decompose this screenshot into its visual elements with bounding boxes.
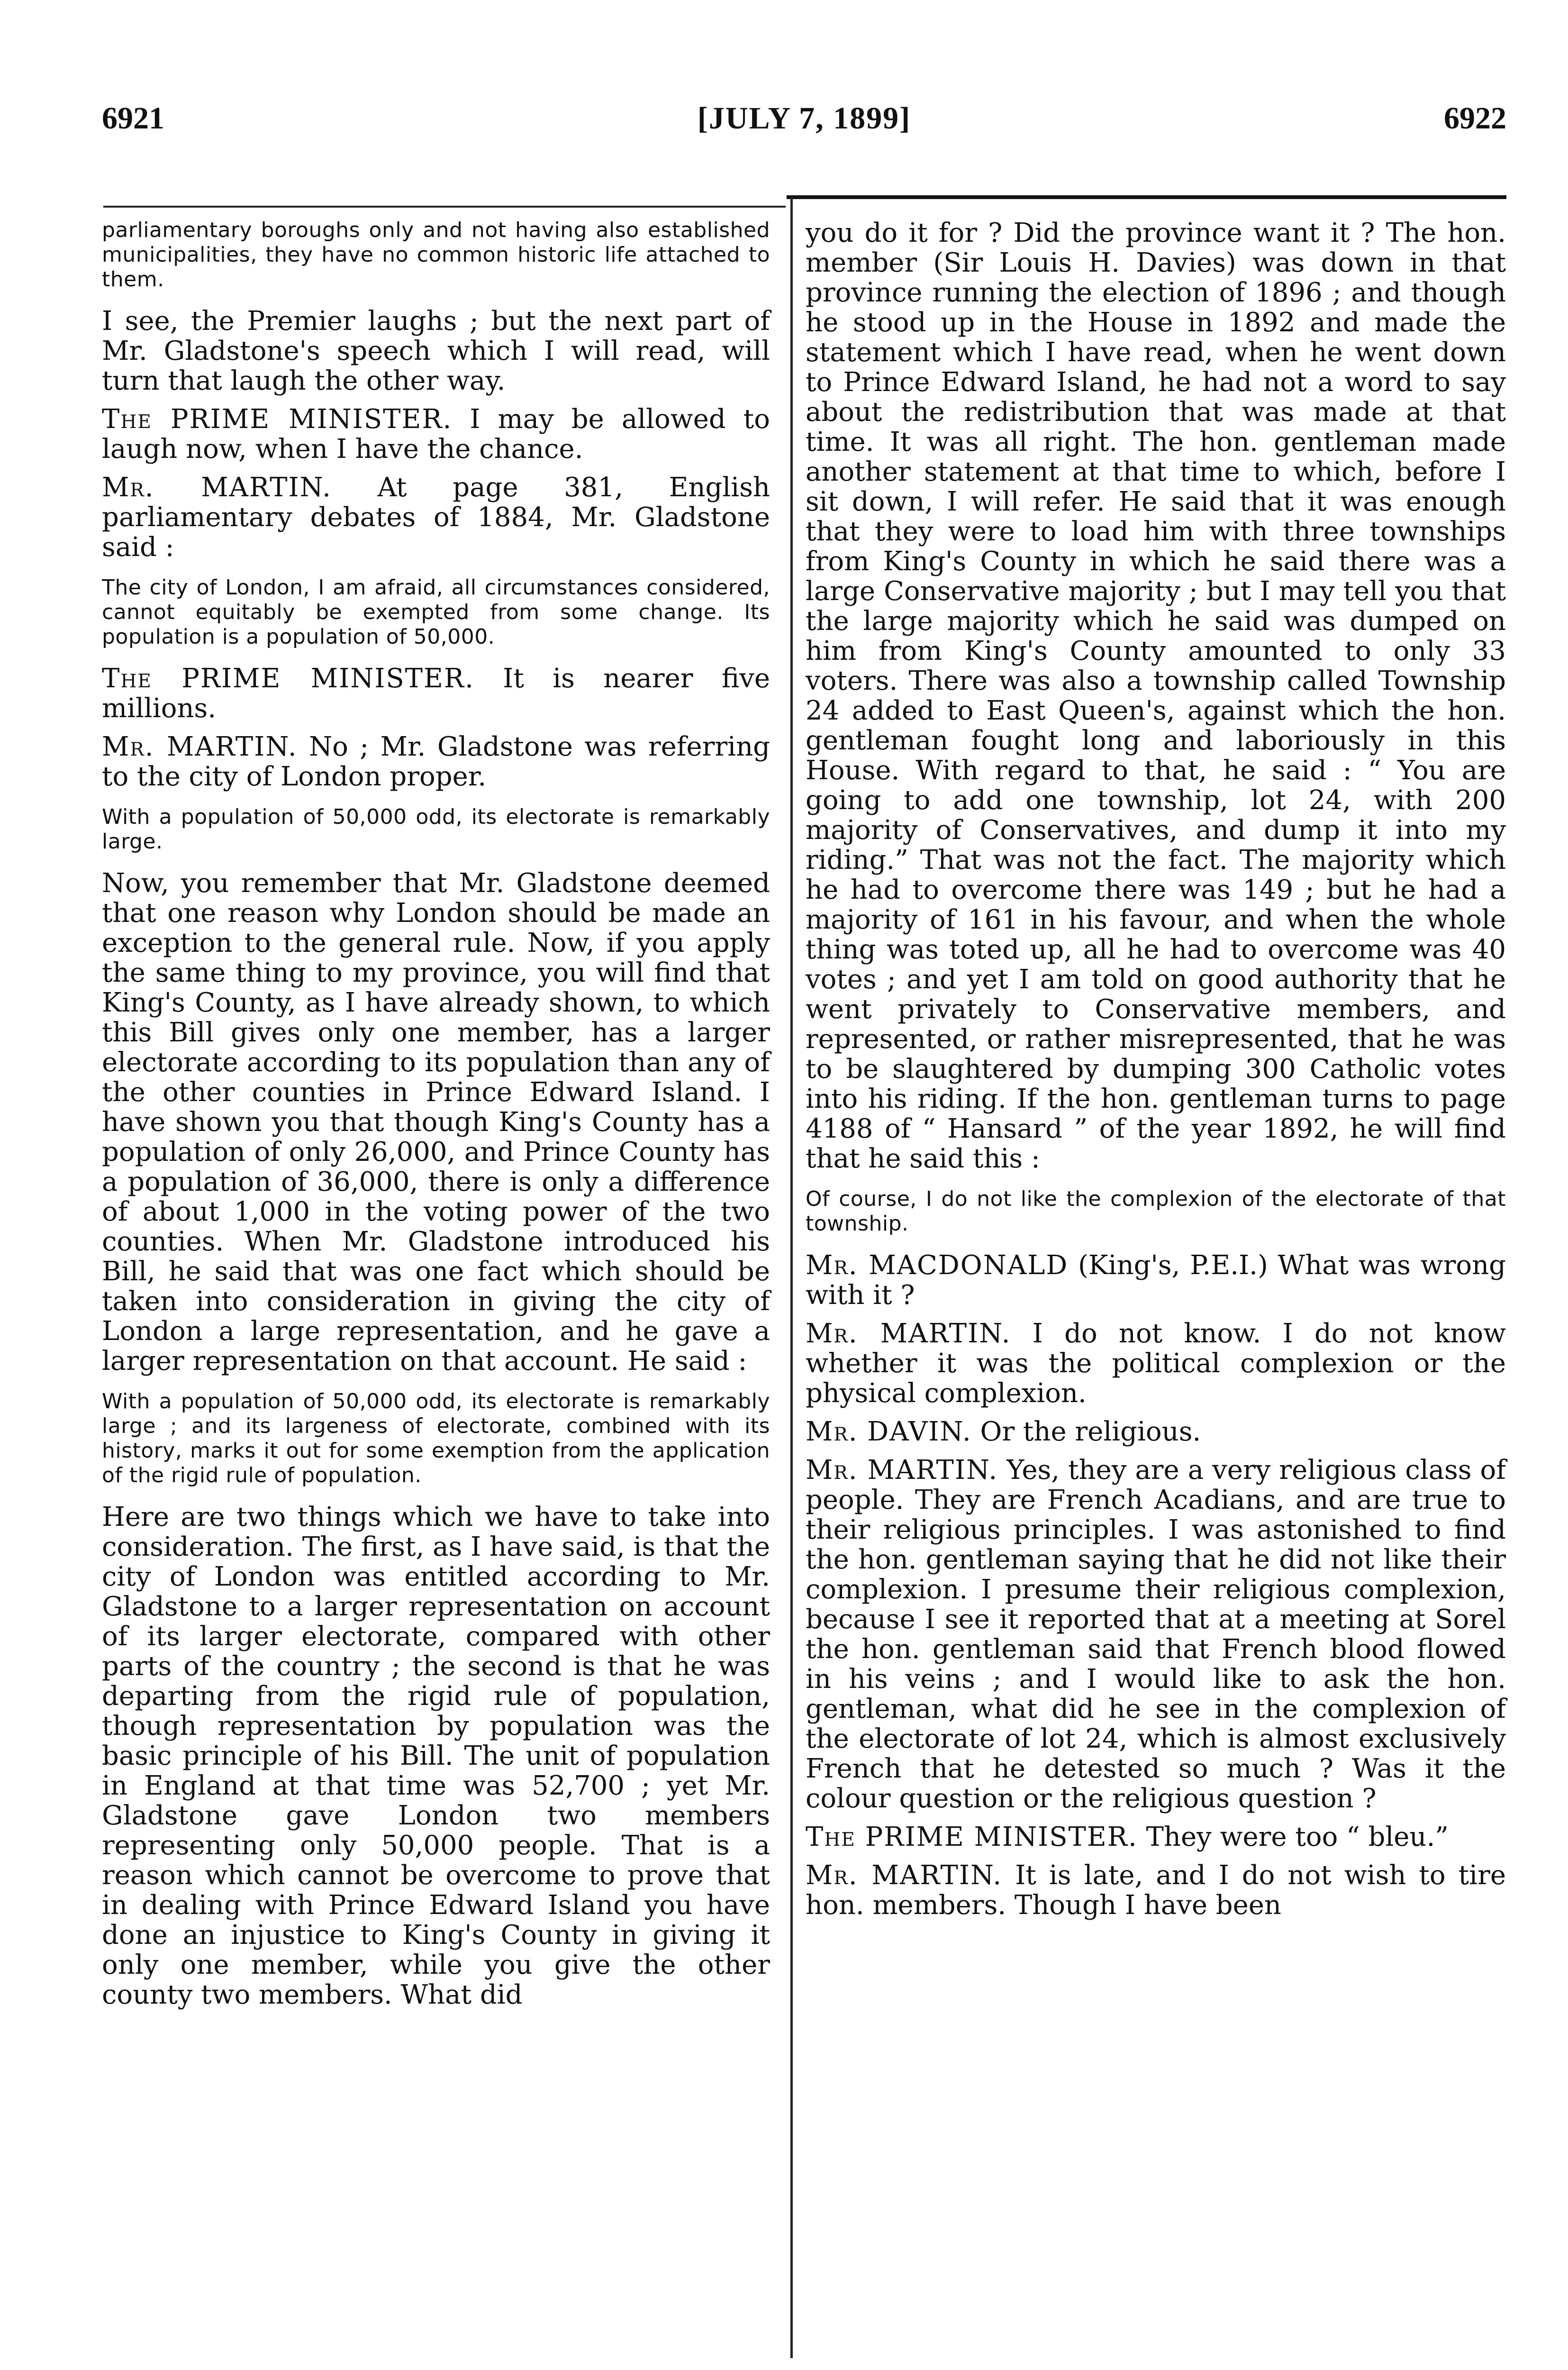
quotation: With a population of 50,000 odd, its electorate is remarkably large. bbox=[102, 805, 770, 854]
speech-text: (King's, P.E.I.) What was wrong with it ? bbox=[806, 1250, 1506, 1311]
speaker-name: Mr. MARTIN. bbox=[806, 1860, 1003, 1891]
header-rule-left bbox=[103, 206, 786, 208]
speech-text: Or the religious. bbox=[971, 1416, 1201, 1447]
paragraph: I see, the Premier laughs ; but the next part of Mr. Gladstone's speech which I will read, will turn that laugh the other way. bbox=[102, 306, 770, 396]
speech-text: It is nearer five millions. bbox=[102, 663, 770, 724]
header-date: [JULY 7, 1899] bbox=[697, 101, 911, 136]
speech bbox=[102, 404, 770, 464]
header-rule bbox=[787, 195, 1506, 199]
speech bbox=[806, 1319, 1506, 1408]
right-column bbox=[806, 218, 1506, 1929]
speaker-name: The PRIME MINISTER. bbox=[102, 404, 453, 435]
speaker-name: Mr. MARTIN. bbox=[806, 1318, 1011, 1349]
speech bbox=[806, 1250, 1506, 1310]
paragraph: Now, you remember that Mr. Gladstone deemed that one reason why London should be made an exception to the general rule. Now, if you apply the same thing to my province, you will find that King's County, as I have already shown, to which this Bill gives only one member, has a larger electorate according to its population than any of the other counties in Prince Edward Island. I have shown you that though King's County has a population of only 26,000, and Prince County has a population of 36,000, there is only a difference of about 1,000 in the voting power of the two counties. When Mr. Gladstone introduced his Bill, he said that was one fact which should be taken into consideration in giving the city of London a large representation, and he gave a larger representation on that account. He said : bbox=[102, 868, 770, 1376]
quotation: Of course, I do not like the complexion of the electorate of that township. bbox=[806, 1187, 1506, 1236]
page-header bbox=[102, 97, 1506, 140]
speaker-name: Mr. MACDONALD bbox=[806, 1250, 1069, 1281]
paragraph: you do it for ? Did the province want it ? The hon. member (Sir Louis H. Davies) was down in that province running the election of 1896 ; and though he stood up in the House in 1892 and made the statement which I have read, when he went down to Prince Edward Island, he had not a word to say about the redistribution that was made at that time. It was all right. The hon. gentleman made another statement at that time to which, before I sit down, I will refer. He said that it was enough that they were to load him with three townships from King's County in which he said there was a large Conservative majority ; but I may tell you that the large majority which he said was dumped on him from King's County amounted to only 33 voters. There was also a township called Township 24 added to East Queen's, against which the hon. gentleman fought long and laboriously in this House. With regard to that, he said : “ You are going to add one township, lot 24, with 200 majority of Conservatives, and dump it into my riding.” That was not the fact. The majority which he had to overcome there was 149 ; but he had a majority of 161 in his favour, and when the whole thing was toted up, all he had to overcome was 40 votes ; and yet I am told on good authority that he went privately to Conservative members, and represented, or rather misrepresented, that he was to be slaughtered by dumping 300 Catholic votes into his riding. If the hon. gentleman turns to page 4188 of “ Hansard ” of the year 1892, he will find that he said this : bbox=[806, 218, 1506, 1174]
quote-continued: parliamentary boroughs only and not having also established municipalities, they have no common historic life attached to them. bbox=[102, 218, 770, 292]
speech-text: No ; Mr. Gladstone was referring to the city of London proper. bbox=[102, 731, 770, 792]
speech-text: I may be allowed to laugh now, when I have the chance. bbox=[102, 404, 770, 465]
speaker-name: Mr. MARTIN. bbox=[806, 1455, 998, 1486]
paragraph: Here are two things which we have to take into consideration. The first, as I have said, is that the city of London was entitled according to Mr. Gladstone to a larger representation on account of its larger electorate, compared with other parts of the country ; the second is that he was departing from the rigid rule of population, though representation by population was the basic principle of his Bill. The unit of population in England at that time was 52,700 ; yet Mr. Gladstone gave London two members representing only 50,000 people. That is a reason which cannot be overcome to prove that in dealing with Prince Edward Island you have done an injustice to King's County in giving it only one member, while you give the other county two members. What did bbox=[102, 1502, 770, 2010]
speech bbox=[102, 473, 770, 562]
quotation: With a population of 50,000 odd, its electorate is remarkably large ; and its largeness of electorate, combined with its history, marks it out for some exemption from the application of the rigid rule of population. bbox=[102, 1389, 770, 1487]
speech-text: It is late, and I do not wish to tire hon. members. Though I have been bbox=[806, 1860, 1506, 1921]
quotation: The city of London, I am afraid, all circumstances considered, cannot equitably be exempted from some change. Its population is a population of 50,000. bbox=[102, 575, 770, 649]
speaker-name: The PRIME MINISTER. bbox=[102, 663, 474, 694]
speech bbox=[806, 1822, 1506, 1852]
speech-text: I do not know. I do not know whether it was the political complexion or the physical complexion. bbox=[806, 1318, 1506, 1409]
speech bbox=[102, 732, 770, 792]
speech bbox=[102, 664, 770, 723]
speaker-name: Mr. MARTIN. bbox=[102, 472, 332, 503]
speaker-name: Mr. MARTIN. bbox=[102, 731, 298, 762]
column-divider bbox=[790, 197, 793, 2358]
speech bbox=[806, 1860, 1506, 1920]
speaker-name: Mr. DAVIN. bbox=[806, 1416, 972, 1447]
left-page-number: 6921 bbox=[102, 101, 164, 136]
speech-text: They were too “ bleu.” bbox=[1137, 1822, 1449, 1852]
speech-text: Yes, they are a very religious class of people. They are French Acadians, and are true to their religious principles. I was astonished to find the hon. gentleman saying that he did not like their complexion. I presume their religious complexion, because I see it reported that at a meeting at Sorel the hon. gentleman said that French blood flowed in his veins ; and I would like to ask the hon. gentleman, what did he see in the complexion of the electorate of lot 24, which is almost exclusively French that he detested so much ? Was it the colour question or the religious question ? bbox=[806, 1455, 1506, 1814]
speaker-name: The PRIME MINISTER. bbox=[806, 1822, 1138, 1852]
speech bbox=[806, 1455, 1506, 1814]
speech-text: At page 381, English parliamentary debates of 1884, Mr. Gladstone said : bbox=[102, 472, 770, 563]
speech bbox=[806, 1417, 1506, 1447]
right-page-number: 6922 bbox=[1444, 101, 1506, 136]
left-column bbox=[102, 218, 770, 2018]
